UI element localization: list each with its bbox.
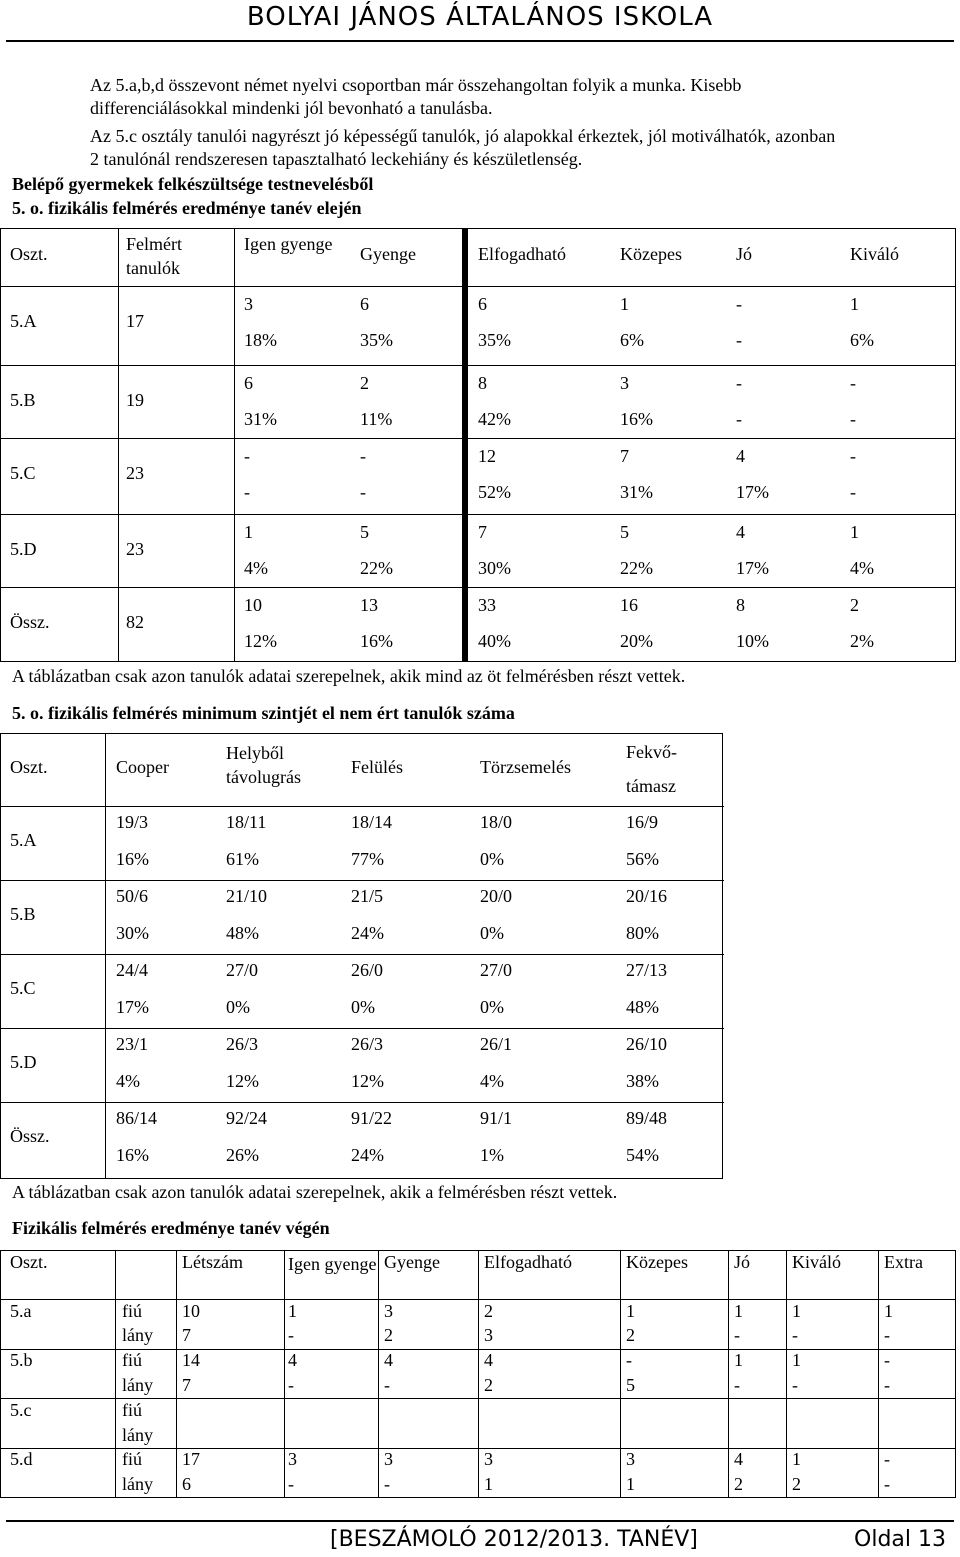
- table1-count-value: 6: [244, 373, 253, 393]
- table2-percent-value: 38%: [626, 1071, 659, 1091]
- table3-class-cell: 5.c: [10, 1400, 32, 1420]
- table1-count-value: 13: [360, 595, 378, 615]
- table2-note: A táblázatban csak azon tanulók adatai szerepelnek, akik a felmérésben részt vettek.: [12, 1182, 618, 1202]
- table1-percent-value: 10%: [736, 631, 769, 651]
- table1-count-value: 16: [620, 595, 638, 615]
- table1-count-cell: 82: [126, 612, 144, 632]
- table1-percent-value: 11%: [360, 409, 393, 429]
- table1-percent-value: 52%: [478, 482, 511, 502]
- table1-percent-value: 17%: [736, 558, 769, 578]
- table1-percent-value: 2%: [850, 631, 874, 651]
- table3-value-cell: 3: [484, 1449, 493, 1469]
- table1-percent-value: 35%: [478, 330, 511, 350]
- table1-count-value: 7: [620, 446, 629, 466]
- table2-percent-value: 48%: [626, 997, 659, 1017]
- table1-count-value: 2: [850, 595, 859, 615]
- table3-value-cell: -: [626, 1350, 632, 1370]
- table3-value-cell: -: [288, 1474, 294, 1494]
- table2-percent-value: 61%: [226, 849, 259, 869]
- table1-class-cell: 5.A: [10, 311, 37, 331]
- table3-gender-cell: lány: [122, 1325, 153, 1345]
- table2-ratio-value: 91/22: [351, 1108, 393, 1128]
- table3-value-cell: 1: [484, 1474, 493, 1494]
- table-minimum-not-reached: [0, 733, 724, 1179]
- table2-ratio-value: 26/3: [226, 1034, 259, 1054]
- table3-value-cell: -: [288, 1375, 294, 1395]
- table3-value-cell: -: [384, 1375, 390, 1395]
- table3-value-cell: -: [734, 1325, 740, 1345]
- school-name: BOLYAI JÁNOS ÁLTALÁNOS ISKOLA: [246, 2, 714, 32]
- table1-percent-value: 31%: [620, 482, 653, 502]
- table1-count-value: 3: [244, 294, 253, 314]
- table2-percent-value: 80%: [626, 923, 659, 943]
- table1-percent-value: 6%: [620, 330, 644, 350]
- table1-percent-value: 4%: [850, 558, 874, 578]
- table1-count-cell: 17: [126, 311, 144, 331]
- table1-count-value: 4: [736, 522, 745, 542]
- table3-header-cell: Igen gyenge: [288, 1254, 377, 1274]
- table2-class-cell: 5.C: [10, 978, 36, 998]
- table2-ratio-value: 21/10: [226, 886, 268, 906]
- table3-gender-cell: lány: [122, 1375, 153, 1395]
- report-year: [BESZÁMOLÓ 2012/2013. TANÉV]: [330, 1527, 698, 1552]
- table1-class-cell: Össz.: [10, 612, 50, 632]
- table3-value-cell: 3: [384, 1449, 393, 1469]
- table3-value-cell: 6: [182, 1474, 191, 1494]
- table1-count-value: 1: [620, 294, 629, 314]
- table1-percent-value: 20%: [620, 631, 653, 651]
- header-divider: [6, 40, 954, 42]
- table3-value-cell: 1: [734, 1350, 743, 1370]
- table1-percent-value: -: [736, 409, 742, 429]
- table3-header-cell: Jó: [734, 1252, 751, 1272]
- table3-value-cell: 1: [884, 1301, 893, 1321]
- table2-percent-value: 0%: [480, 923, 504, 943]
- table1-percent-value: 16%: [620, 409, 653, 429]
- table2-header-test: Fekvő- támasz: [626, 742, 677, 796]
- table1-count-value: 1: [850, 522, 859, 542]
- table1-percent-value: 30%: [478, 558, 511, 578]
- table1-count-value: -: [244, 446, 250, 466]
- table2-percent-value: 0%: [351, 997, 375, 1017]
- table1-percent-value: -: [360, 482, 366, 502]
- table2-percent-value: 16%: [116, 849, 149, 869]
- table3-gender-cell: fiú: [122, 1400, 142, 1420]
- table1-header-level: Elfogadható: [478, 244, 566, 264]
- table2-header-test: Felülés: [351, 757, 403, 777]
- table3-value-cell: 7: [182, 1325, 191, 1345]
- table2-ratio-value: 27/13: [626, 960, 668, 980]
- table1-percent-value: 16%: [360, 631, 393, 651]
- table1-percent-value: -: [850, 409, 856, 429]
- table3-grid: [0, 1250, 956, 1498]
- table3-value-cell: 7: [182, 1375, 191, 1395]
- table3-header-cell: Kiváló: [792, 1252, 841, 1272]
- table3-gender-cell: fiú: [122, 1301, 142, 1321]
- intro-line-3: Az 5.c osztály tanulói nagyrészt jó képességű tanulók, jó alapokkal érkeztek, jól motiválhatók, azonban: [90, 126, 836, 146]
- table2-header-test: Cooper: [116, 757, 169, 777]
- table1-percent-value: 17%: [736, 482, 769, 502]
- table1-count-value: 5: [620, 522, 629, 542]
- table1-count-cell: 19: [126, 390, 144, 410]
- table3-gender-cell: fiú: [122, 1350, 142, 1370]
- table3-value-cell: 1: [626, 1474, 635, 1494]
- table3-value-cell: 4: [384, 1350, 393, 1370]
- table2-title: 5. o. fizikális felmérés minimum szintjét el nem ért tanulók száma: [12, 703, 515, 723]
- table1-percent-value: 12%: [244, 631, 277, 651]
- table2-percent-value: 0%: [226, 997, 250, 1017]
- intro-line-2: differenciálásokkal mindenki jól bevonható a tanulásba.: [90, 98, 493, 118]
- table1-count-value: 7: [478, 522, 487, 542]
- table3-value-cell: 1: [792, 1350, 801, 1370]
- table3-value-cell: 2: [734, 1474, 743, 1494]
- table3-value-cell: 2: [484, 1301, 493, 1321]
- table1-class-cell: 5.B: [10, 390, 36, 410]
- table3-class-cell: 5.a: [10, 1301, 32, 1321]
- table3-value-cell: 1: [792, 1301, 801, 1321]
- table2-ratio-value: 20/16: [626, 886, 668, 906]
- table1-title: 5. o. fizikális felmérés eredménye tanév elején: [12, 198, 362, 218]
- table-initial-results: [0, 228, 956, 662]
- table2-header-test: Törzsemelés: [480, 757, 571, 777]
- table1-count-cell: 23: [126, 463, 144, 483]
- table1-header-level: Igen gyenge: [244, 234, 333, 254]
- table3-value-cell: 17: [182, 1449, 200, 1469]
- table2-percent-value: 24%: [351, 1145, 384, 1165]
- table1-percent-value: -: [736, 330, 742, 350]
- table1-count-value: 8: [478, 373, 487, 393]
- table2-ratio-value: 91/1: [480, 1108, 513, 1128]
- table2-ratio-value: 86/14: [116, 1108, 158, 1128]
- table2-ratio-value: 27/0: [480, 960, 513, 980]
- table3-header-cell: Extra: [884, 1252, 923, 1272]
- table3-class-cell: 5.d: [10, 1449, 33, 1469]
- table1-header-level: Jó: [736, 244, 753, 264]
- table3-header-cell: Gyenge: [384, 1252, 440, 1272]
- table3-gender-cell: fiú: [122, 1449, 142, 1469]
- table2-percent-value: 0%: [480, 997, 504, 1017]
- table1-percent-value: 35%: [360, 330, 393, 350]
- table1-count-value: -: [850, 446, 856, 466]
- table2-ratio-value: 50/6: [116, 886, 149, 906]
- table1-count-value: -: [360, 446, 366, 466]
- table3-value-cell: 1: [626, 1301, 635, 1321]
- table3-value-cell: 3: [288, 1449, 297, 1469]
- table2-percent-value: 17%: [116, 997, 149, 1017]
- table3-gender-cell: lány: [122, 1425, 153, 1445]
- table2-ratio-value: 24/4: [116, 960, 149, 980]
- table2-ratio-value: 18/14: [351, 812, 393, 832]
- table3-value-cell: 10: [182, 1301, 200, 1321]
- table1-count-value: -: [850, 373, 856, 393]
- table2-percent-value: 26%: [226, 1145, 259, 1165]
- table2-class-cell: 5.A: [10, 830, 37, 850]
- table3-value-cell: -: [884, 1474, 890, 1494]
- page-number: Oldal 13: [854, 1527, 946, 1552]
- table2-ratio-value: 16/9: [626, 812, 659, 832]
- table3-value-cell: -: [384, 1474, 390, 1494]
- table2-percent-value: 12%: [226, 1071, 259, 1091]
- table3-value-cell: -: [792, 1325, 798, 1345]
- table1-count-value: 2: [360, 373, 369, 393]
- table3-value-cell: -: [288, 1325, 294, 1345]
- table2-header-class: Oszt.: [10, 757, 48, 777]
- table2-ratio-value: 27/0: [226, 960, 259, 980]
- table2-ratio-value: 21/5: [351, 886, 384, 906]
- table3-value-cell: 3: [384, 1301, 393, 1321]
- table1-percent-value: 18%: [244, 330, 277, 350]
- table1-header-level: Kiváló: [850, 244, 899, 264]
- table2-ratio-value: 26/3: [351, 1034, 384, 1054]
- table3-header-cell: Elfogadható: [484, 1252, 572, 1272]
- table1-percent-value: 31%: [244, 409, 277, 429]
- table1-percent-value: 4%: [244, 558, 268, 578]
- table3-value-cell: 4: [288, 1350, 297, 1370]
- table-final-results: [0, 1250, 956, 1498]
- table1-count-value: 6: [360, 294, 369, 314]
- table2-percent-value: 48%: [226, 923, 259, 943]
- table2-ratio-value: 19/3: [116, 812, 149, 832]
- table3-value-cell: 4: [484, 1350, 493, 1370]
- table2-ratio-value: 18/0: [480, 812, 513, 832]
- table3-value-cell: -: [792, 1375, 798, 1395]
- table1-percent-value: 22%: [360, 558, 393, 578]
- table1-count-value: 6: [478, 294, 487, 314]
- page-footer: [0, 1523, 960, 1557]
- table1-percent-value: -: [850, 482, 856, 502]
- table2-ratio-value: 23/1: [116, 1034, 149, 1054]
- table2-ratio-value: 92/24: [226, 1108, 268, 1128]
- table2-ratio-value: 26/0: [351, 960, 384, 980]
- table3-header-cell: Oszt.: [10, 1252, 48, 1272]
- table3-gender-cell: lány: [122, 1474, 153, 1494]
- table2-percent-value: 4%: [480, 1071, 504, 1091]
- table3-header-cell: Közepes: [626, 1252, 688, 1272]
- table2-ratio-value: 26/10: [626, 1034, 668, 1054]
- table2-percent-value: 4%: [116, 1071, 140, 1091]
- table3-value-cell: -: [884, 1325, 890, 1345]
- table2-percent-value: 12%: [351, 1071, 384, 1091]
- table2-header-test: Helyből távolugrás: [226, 743, 301, 787]
- table3-value-cell: -: [884, 1375, 890, 1395]
- table3-value-cell: 2: [626, 1325, 635, 1345]
- table1-header-level: Közepes: [620, 244, 682, 264]
- table2-percent-value: 1%: [480, 1145, 504, 1165]
- table2-ratio-value: 18/11: [226, 812, 267, 832]
- table1-count-value: 8: [736, 595, 745, 615]
- table1-count-value: 10: [244, 595, 262, 615]
- intro-line-1: Az 5.a,b,d összevont német nyelvi csoportban már összehangoltan folyik a munka. Kisebb: [90, 75, 742, 95]
- table3-value-cell: 5: [626, 1375, 635, 1395]
- table1-count-value: 5: [360, 522, 369, 542]
- table3-value-cell: 2: [484, 1375, 493, 1395]
- table1-count-value: -: [736, 294, 742, 314]
- footer-divider: [6, 1520, 954, 1522]
- table1-percent-value: 40%: [478, 631, 511, 651]
- table2-percent-value: 30%: [116, 923, 149, 943]
- table2-percent-value: 16%: [116, 1145, 149, 1165]
- table2-percent-value: 24%: [351, 923, 384, 943]
- table3-value-cell: 3: [484, 1325, 493, 1345]
- table3-value-cell: -: [884, 1350, 890, 1370]
- table2-ratio-value: 26/1: [480, 1034, 513, 1054]
- table1-count-value: 3: [620, 373, 629, 393]
- table2-class-cell: Össz.: [10, 1126, 50, 1146]
- table3-value-cell: 1: [734, 1301, 743, 1321]
- table2-ratio-value: 89/48: [626, 1108, 668, 1128]
- table3-title: Fizikális felmérés eredménye tanév végén: [12, 1218, 330, 1238]
- table3-value-cell: -: [734, 1375, 740, 1395]
- table2-ratio-value: 20/0: [480, 886, 513, 906]
- table1-count-value: 12: [478, 446, 496, 466]
- table1-percent-value: -: [244, 482, 250, 502]
- table1-count-cell: 23: [126, 539, 144, 559]
- table2-percent-value: 77%: [351, 849, 384, 869]
- table2-percent-value: 0%: [480, 849, 504, 869]
- table1-count-value: 4: [736, 446, 745, 466]
- table3-value-cell: 3: [626, 1449, 635, 1469]
- table1-class-cell: 5.D: [10, 539, 37, 559]
- table1-count-value: 33: [478, 595, 496, 615]
- table2-class-cell: 5.B: [10, 904, 36, 924]
- table3-value-cell: 4: [734, 1449, 743, 1469]
- table1-count-value: -: [736, 373, 742, 393]
- table3-value-cell: 2: [384, 1325, 393, 1345]
- table1-header-class: Oszt.: [10, 244, 48, 264]
- table3-value-cell: 1: [288, 1301, 297, 1321]
- table1-count-value: 1: [850, 294, 859, 314]
- table2-class-cell: 5.D: [10, 1052, 37, 1072]
- table1-header-level: Gyenge: [360, 244, 416, 264]
- table3-value-cell: 14: [182, 1350, 200, 1370]
- section-heading: Belépő gyermekek felkészültsége testnevelésből: [12, 174, 374, 194]
- table1-count-value: 1: [244, 522, 253, 542]
- table1-note: A táblázatban csak azon tanulók adatai szerepelnek, akik mind az öt felmérésben részt vettek.: [12, 666, 686, 686]
- table1-class-cell: 5.C: [10, 463, 36, 483]
- table3-value-cell: 2: [792, 1474, 801, 1494]
- intro-line-4: 2 tanulónál rendszeresen tapasztalható leckehiány és készületlenség.: [90, 149, 583, 169]
- table1-percent-value: 6%: [850, 330, 874, 350]
- table2-percent-value: 54%: [626, 1145, 659, 1165]
- table1-percent-value: 42%: [478, 409, 511, 429]
- table3-value-cell: -: [884, 1449, 890, 1469]
- table2-percent-value: 56%: [626, 849, 659, 869]
- table1-percent-value: 22%: [620, 558, 653, 578]
- table3-header-cell: Létszám: [182, 1252, 243, 1272]
- table3-value-cell: 1: [792, 1449, 801, 1469]
- table3-class-cell: 5.b: [10, 1350, 33, 1370]
- table1-header-count: Felmért tanulók: [126, 234, 182, 278]
